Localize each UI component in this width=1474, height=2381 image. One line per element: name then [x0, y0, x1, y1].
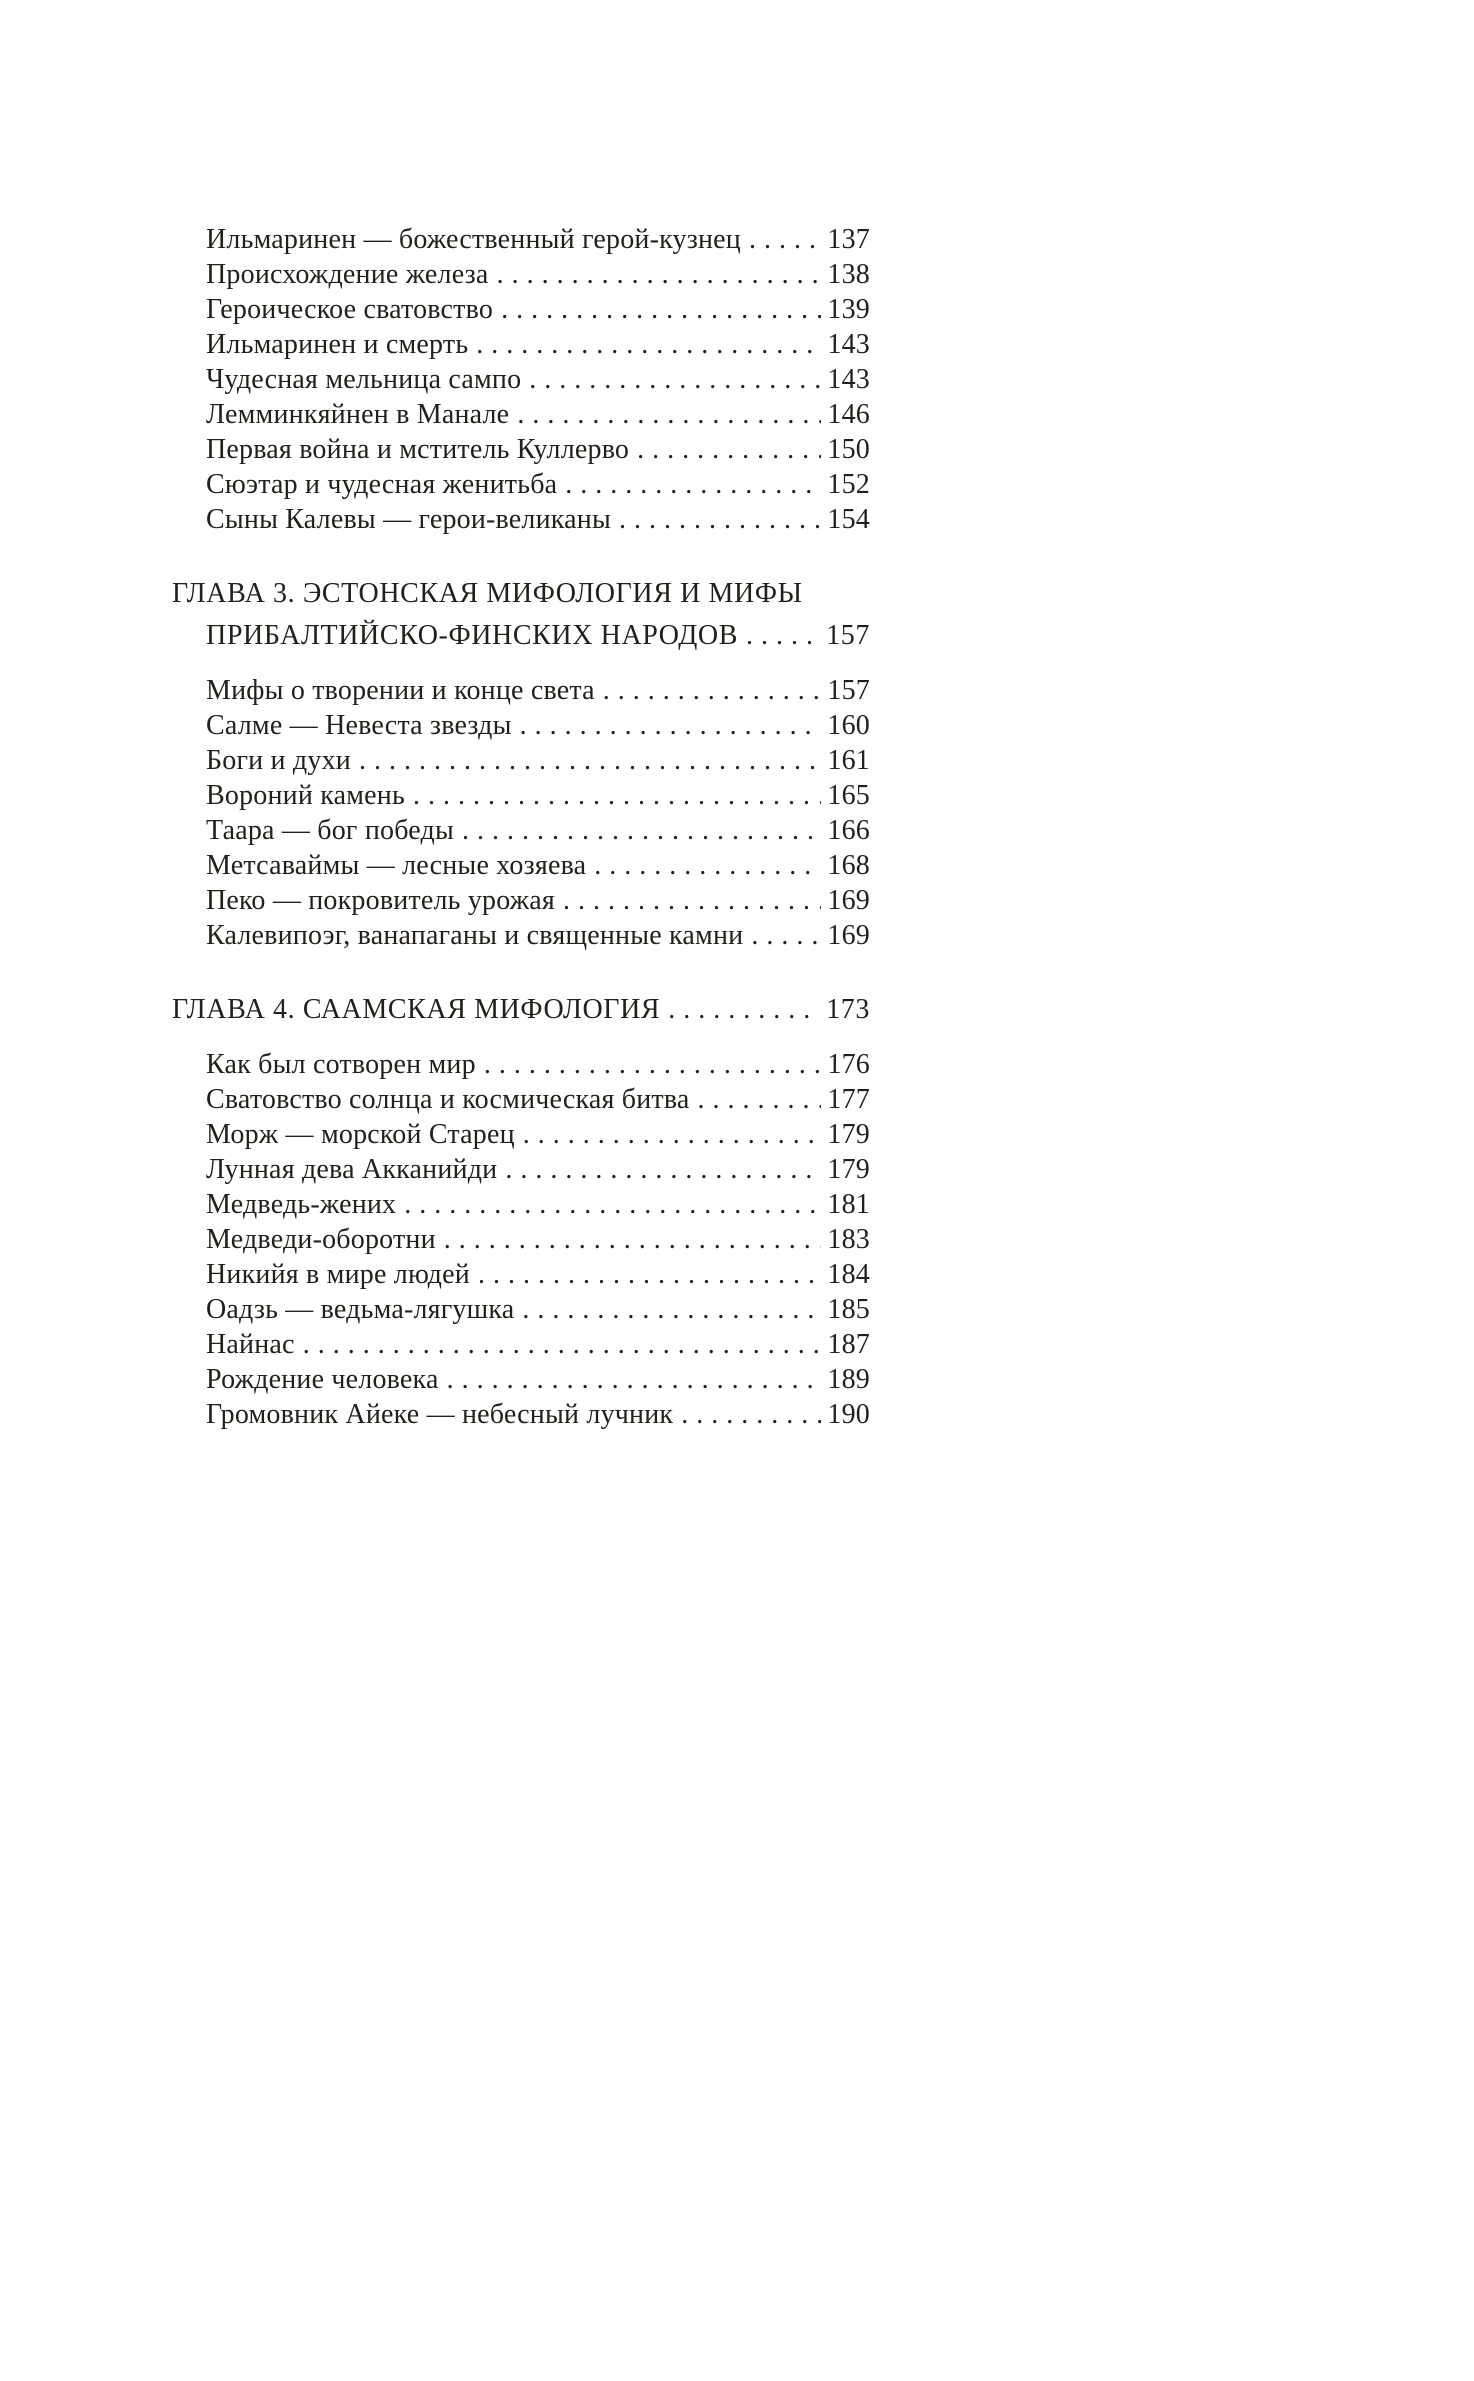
chapter-heading-line — [172, 989, 870, 1031]
toc-entry — [206, 1047, 870, 1082]
entry-title: Сватовство солнца и космическая битва — [206, 1084, 690, 1115]
toc-entry — [206, 883, 870, 918]
entry-page-number: 181 — [827, 1189, 870, 1220]
dot-leader — [505, 1152, 821, 1187]
dot-leader — [668, 989, 820, 1031]
dot-leader — [522, 1292, 821, 1327]
entry-page-number: 161 — [827, 745, 870, 776]
entry-title: Никийя в мире людей — [206, 1259, 470, 1290]
toc-entry — [206, 1292, 870, 1327]
toc-entry — [206, 708, 870, 743]
toc-entry — [206, 673, 870, 708]
entry-title: Найнас — [206, 1329, 295, 1360]
dot-leader — [501, 292, 821, 327]
toc-entry — [206, 848, 870, 883]
entry-title: Калевипоэг, ванапаганы и священные камни — [206, 920, 744, 951]
toc-entry — [206, 1362, 870, 1397]
dot-leader — [303, 1327, 822, 1362]
entry-page-number: 143 — [827, 329, 870, 360]
entry-page-number: 179 — [827, 1119, 870, 1150]
dot-leader — [594, 848, 821, 883]
toc-section — [172, 989, 870, 1432]
entry-page-number: 185 — [827, 1294, 870, 1325]
entry-title: Оадзь — ведьма-лягушка — [206, 1294, 515, 1325]
entry-page-number: 165 — [827, 780, 870, 811]
entry-page-number: 137 — [827, 224, 870, 255]
toc-entry — [206, 467, 870, 502]
entry-title: Лунная дева Акканийди — [206, 1154, 498, 1185]
dot-leader — [523, 1117, 822, 1152]
entry-title: Как был сотворен мир — [206, 1049, 476, 1080]
entry-page-number: 157 — [827, 675, 870, 706]
entry-title: Первая война и мститель Куллерво — [206, 434, 630, 465]
toc-entry — [206, 1187, 870, 1222]
toc-entry — [206, 292, 870, 327]
dot-leader — [619, 502, 821, 537]
dot-leader — [484, 1047, 822, 1082]
chapter-heading-text: ГЛАВА 3. ЭСТОНСКАЯ МИФОЛОГИЯ И МИФЫ — [172, 578, 803, 609]
entry-page-number: 143 — [827, 364, 870, 395]
entry-page-number: 152 — [827, 469, 870, 500]
entry-page-number: 187 — [827, 1329, 870, 1360]
toc-entry — [206, 1082, 870, 1117]
table-of-contents — [172, 222, 870, 1432]
entry-title: Ильмаринен и смерть — [206, 329, 469, 360]
toc-entry — [206, 918, 870, 953]
dot-leader — [517, 397, 821, 432]
dot-leader — [746, 615, 820, 657]
entry-title: Медведи-оборотни — [206, 1224, 436, 1255]
entry-title: Громовник Айеке — небесный лучник — [206, 1399, 674, 1430]
toc-entry — [206, 502, 870, 537]
entry-page-number: 190 — [827, 1399, 870, 1430]
dot-leader — [681, 1397, 821, 1432]
toc-entry — [206, 778, 870, 813]
toc-entry — [206, 1222, 870, 1257]
dot-leader — [404, 1187, 821, 1222]
entry-page-number: 168 — [827, 850, 870, 881]
dot-leader — [462, 813, 821, 848]
chapter-heading-line — [206, 615, 870, 657]
entry-page-number: 183 — [827, 1224, 870, 1255]
chapter-heading — [172, 573, 870, 657]
toc-entry — [206, 432, 870, 467]
dot-leader — [478, 1257, 821, 1292]
entry-page-number: 169 — [827, 885, 870, 916]
entry-page-number: 150 — [827, 434, 870, 465]
toc-entry — [206, 257, 870, 292]
toc-entry — [206, 813, 870, 848]
entry-title: Ильмаринен — божественный герой-кузнец — [206, 224, 741, 255]
chapter-heading-line — [172, 573, 870, 615]
entry-page-number: 184 — [827, 1259, 870, 1290]
dot-leader — [359, 743, 821, 778]
toc-section — [206, 222, 870, 537]
chapter-page-number: 173 — [826, 994, 870, 1025]
entry-page-number: 169 — [827, 920, 870, 951]
entry-page-number: 166 — [827, 815, 870, 846]
entry-page-number: 179 — [827, 1154, 870, 1185]
entry-page-number: 138 — [827, 259, 870, 290]
entry-title: Вороний камень — [206, 780, 405, 811]
dot-leader — [529, 362, 821, 397]
toc-entry — [206, 743, 870, 778]
toc-entry — [206, 327, 870, 362]
entry-title: Сюэтар и чудесная женитьба — [206, 469, 558, 500]
chapter-heading — [172, 989, 870, 1031]
entry-page-number: 146 — [827, 399, 870, 430]
entry-title: Метсаваймы — лесные хозяева — [206, 850, 587, 881]
entry-title: Сыны Калевы — герои-великаны — [206, 504, 611, 535]
entry-title: Пеко — покровитель урожая — [206, 885, 555, 916]
dot-leader — [413, 778, 821, 813]
dot-leader — [698, 1082, 822, 1117]
chapter-page-number: 157 — [826, 620, 870, 651]
entry-title: Таара — бог победы — [206, 815, 454, 846]
toc-entry — [206, 397, 870, 432]
dot-leader — [520, 708, 822, 743]
dot-leader — [497, 257, 822, 292]
toc-entry — [206, 1257, 870, 1292]
entry-page-number: 154 — [827, 504, 870, 535]
dot-leader — [749, 222, 821, 257]
toc-entry — [206, 1397, 870, 1432]
entry-title: Чудесная мельница сампо — [206, 364, 522, 395]
toc-entry — [206, 1117, 870, 1152]
dot-leader — [563, 883, 821, 918]
entry-page-number: 139 — [827, 294, 870, 325]
entry-title: Героическое сватовство — [206, 294, 494, 325]
entry-page-number: 189 — [827, 1364, 870, 1395]
toc-section — [172, 573, 870, 953]
entry-page-number: 176 — [827, 1049, 870, 1080]
chapter-heading-text: ПРИБАЛТИЙСКО-ФИНСКИХ НАРОДОВ — [206, 620, 739, 651]
dot-leader — [751, 918, 821, 953]
chapter-heading-text: ГЛАВА 4. СААМСКАЯ МИФОЛОГИЯ — [172, 994, 661, 1025]
toc-entry — [206, 1152, 870, 1187]
dot-leader — [476, 327, 821, 362]
dot-leader — [637, 432, 821, 467]
entry-page-number: 160 — [827, 710, 870, 741]
dot-leader — [447, 1362, 822, 1397]
dot-leader — [603, 673, 822, 708]
entry-title: Рождение человека — [206, 1364, 439, 1395]
entry-page-number: 177 — [827, 1084, 870, 1115]
entry-title: Салме — Невеста звезды — [206, 710, 512, 741]
toc-entry — [206, 362, 870, 397]
entry-title: Лемминкяйнен в Манале — [206, 399, 510, 430]
entry-title: Происхождение железа — [206, 259, 489, 290]
entry-title: Медведь-жених — [206, 1189, 397, 1220]
entry-title: Боги и духи — [206, 745, 351, 776]
dot-leader — [565, 467, 821, 502]
entry-title: Морж — морской Старец — [206, 1119, 515, 1150]
dot-leader — [444, 1222, 822, 1257]
entry-title: Мифы о творении и конце света — [206, 675, 595, 706]
toc-entry — [206, 222, 870, 257]
toc-entry — [206, 1327, 870, 1362]
